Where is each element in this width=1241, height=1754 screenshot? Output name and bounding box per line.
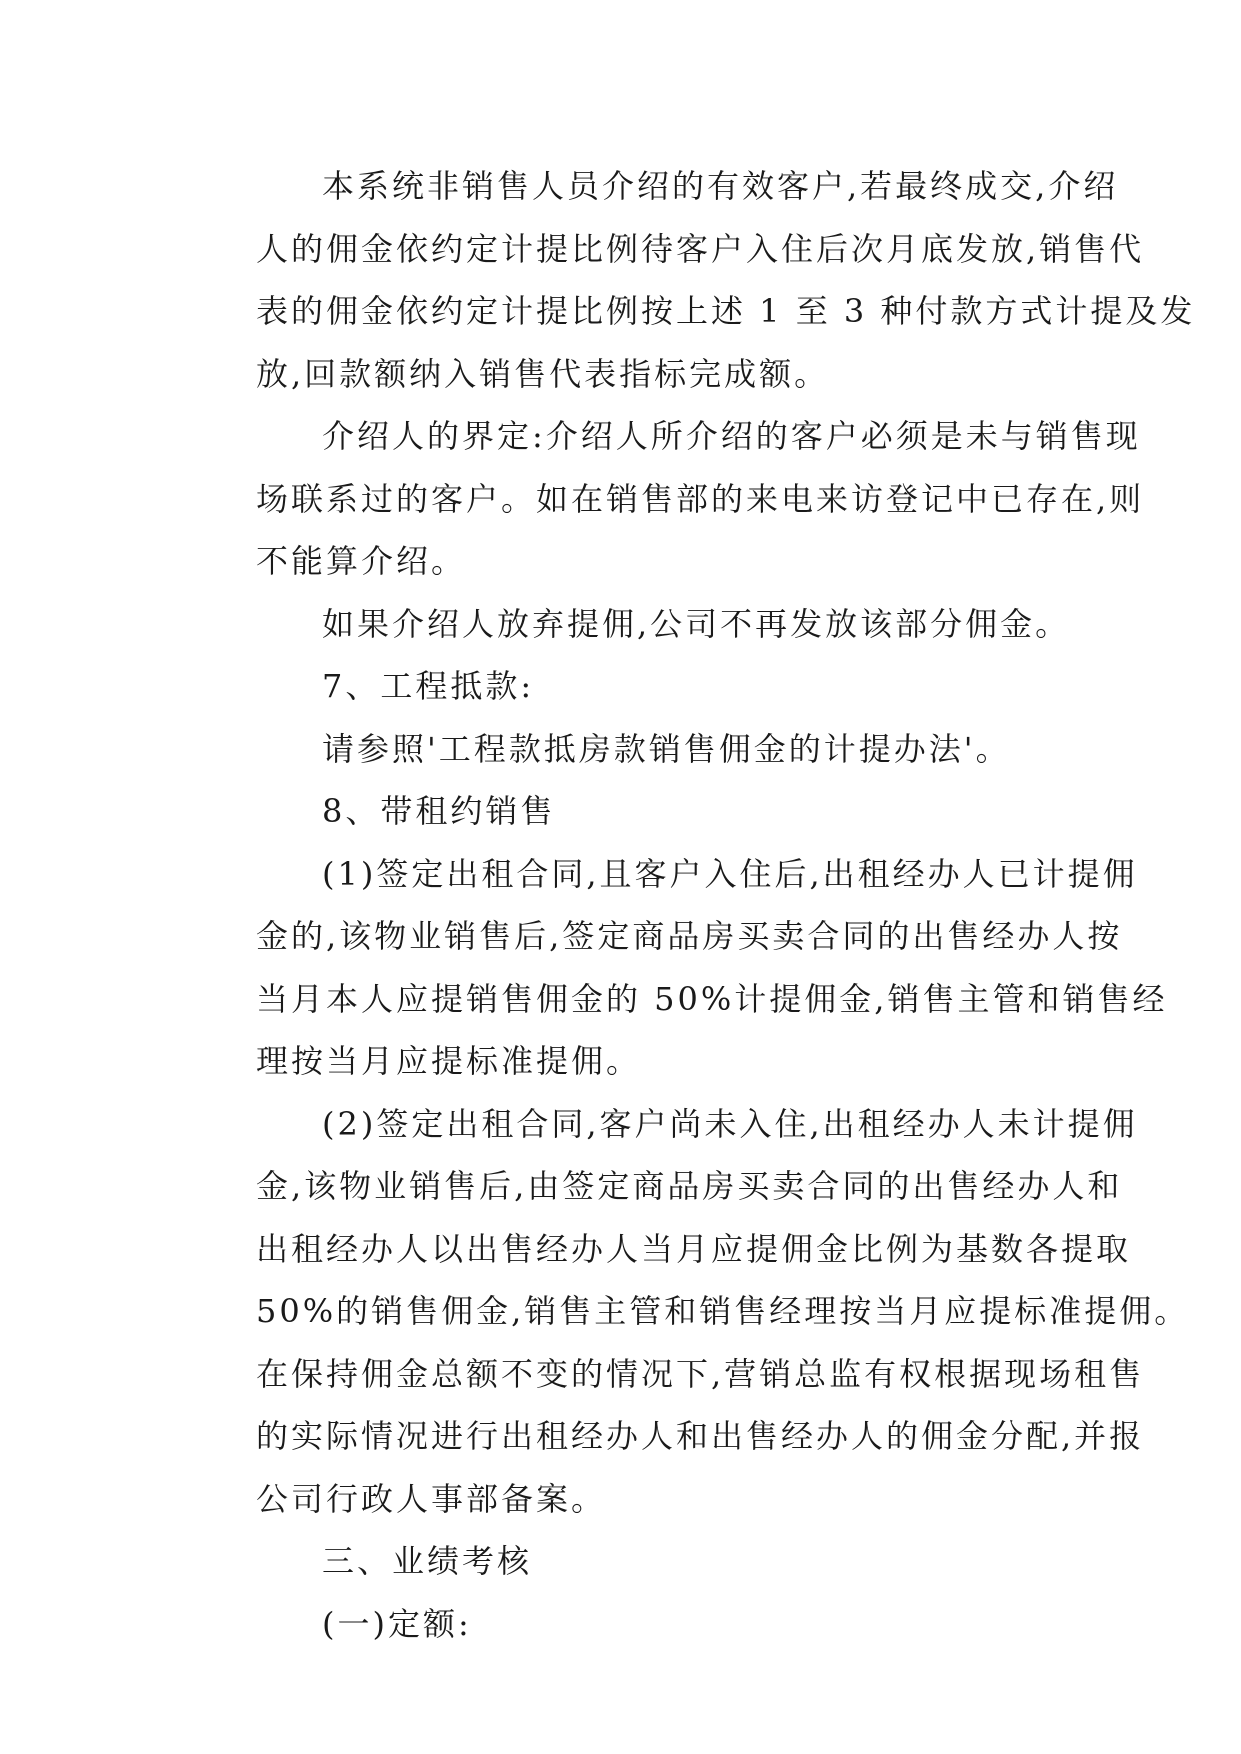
text-line: (一)定额: <box>322 1604 472 1643</box>
heading-engineering-offset <box>190 655 1060 718</box>
paragraph-referrer-definition <box>190 405 1145 593</box>
heading-lease-sale <box>190 780 1060 843</box>
text-line: 金,该物业销售后,由签定商品房买卖合同的出售经办人和 <box>256 1167 1123 1205</box>
text-line: 放,回款额纳入销售代表指标完成额。 <box>256 354 830 393</box>
text-line: 在保持佣金总额不变的情况下,营销总监有权根据现场租售 <box>256 1354 1145 1393</box>
text-line: 当月本人应提销售佣金的 50%计提佣金,销售主管和销售经 <box>256 979 1168 1018</box>
text-line: 如果介绍人放弃提佣,公司不再发放该部分佣金。 <box>322 604 1071 643</box>
text-line: 理按当月应提标准提佣。 <box>256 1042 642 1080</box>
heading-quota <box>190 1593 1060 1656</box>
document-body <box>190 155 1196 1655</box>
text-line: 7、工程抵款: <box>322 667 535 705</box>
text-line: 8、带租约销售 <box>322 792 556 830</box>
text-line: 人的佣金依约定计提比例待客户入住后次月底发放,销售代 <box>256 229 1145 268</box>
text-line: 场联系过的客户。如在销售部的来电来访登记中已存在,则 <box>256 479 1145 518</box>
text-line: 公司行政人事部备案。 <box>256 1479 607 1518</box>
text-line: 请参照'工程款抵房款销售佣金的计提办法'。 <box>322 729 1011 768</box>
text-line: (1)签定出租合同,且客户入住后,出租经办人已计提佣 <box>322 854 1138 893</box>
paragraph-waiver <box>190 593 1071 656</box>
text-line: 表的佣金依约定计提比例按上述 1 至 3 种付款方式计提及发 <box>256 292 1196 330</box>
text-line: 介绍人的界定:介绍人所介绍的客户必须是未与销售现 <box>322 417 1141 455</box>
text-line: 出租经办人以出售经办人当月应提佣金比例为基数各提取 <box>256 1229 1132 1268</box>
text-line: 本系统非销售人员介绍的有效客户,若最终成交,介绍 <box>322 167 1119 205</box>
text-line: 的实际情况进行出租经办人和出售经办人的佣金分配,并报 <box>256 1417 1145 1455</box>
text-line: 不能算介绍。 <box>256 542 467 580</box>
paragraph-lease-case-2 <box>190 1093 1190 1531</box>
paragraph-referral-commission <box>190 155 1196 405</box>
text-line: 三、业绩考核 <box>322 1542 533 1580</box>
text-line: (2)签定出租合同,客户尚未入住,出租经办人未计提佣 <box>322 1104 1138 1143</box>
paragraph-lease-case-1 <box>190 843 1168 1093</box>
heading-performance-assessment <box>190 1530 1060 1593</box>
text-line: 50%的销售佣金,销售主管和销售经理按当月应提标准提佣。 <box>256 1292 1190 1330</box>
text-line: 金的,该物业销售后,签定商品房买卖合同的出售经办人按 <box>256 917 1123 955</box>
paragraph-engineering-reference <box>190 718 1060 781</box>
